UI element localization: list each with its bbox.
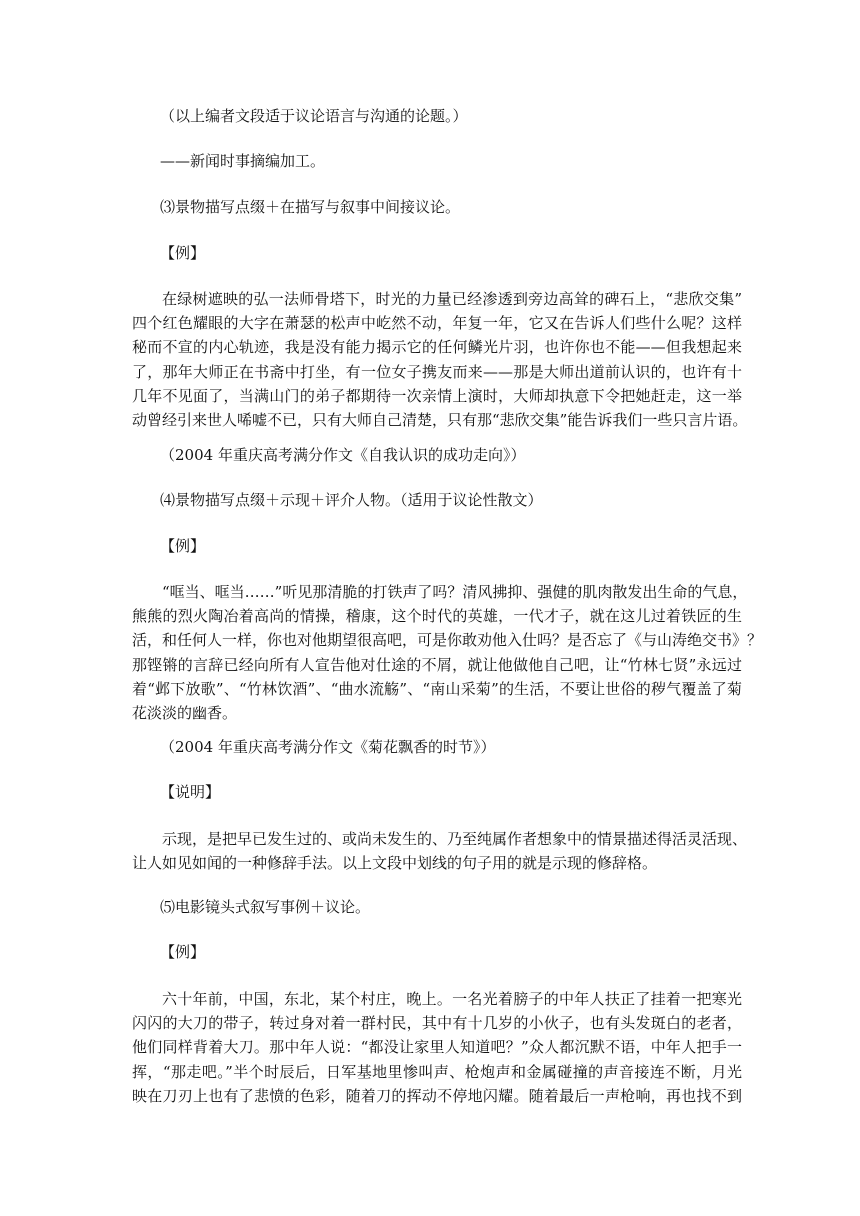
paragraph-line: 动曾经引来世人唏嘘不已，只有大师自己清楚，只有那“悲欣交集”能告诉我们一些只言片语。	[132, 411, 748, 430]
paragraph-line: 让人如见如闻的一种修辞手法。以上文段中划线的句子用的就是示现的修辞格。	[132, 854, 658, 873]
example-paragraph-1	[132, 287, 748, 432]
topic-note: （以上编者文段适于议论语言与沟通的论题。）	[160, 107, 468, 125]
paragraph-line: 在绿树遮映的弘一法师骨塔下，时光的力量已经渗透到旁边高耸的碑石上，“悲欣交集”	[162, 290, 742, 308]
paragraph-line: 他们同样背着大刀。那中年人说：“都没让家里人知道吧？”众人都沉默不语，中年人把手一	[132, 1038, 742, 1057]
paragraph-line: 熊熊的烈火陶冶着高尚的情操，稽康，这个时代的英雄，一代才子，就在这儿过着铁匠的生	[132, 607, 742, 626]
paragraph-line: 活，和任何人一样，你也对他期望很高吧，可是你敢劝他入仕吗？是否忘了《与山涛绝交书》？	[132, 631, 763, 650]
paragraph-line: 示现，是把早已发生过的、或尚未发生的、乃至纯属作者想象中的情景描述得活灵活现、	[162, 830, 748, 848]
news-source-line: ——新闻时事摘编加工。	[160, 152, 326, 170]
source-citation-2: （2004 年重庆高考满分作文《菊花飘香的时节》）	[160, 738, 496, 756]
paragraph-line: 六十年前，中国，东北，某个村庄，晚上。一名光着膀子的中年人扶正了挂着一把寒光	[162, 990, 742, 1008]
paragraph-line: 闪闪的大刀的带子，转过身对着一群村民，其中有十几岁的小伙子，也有头发斑白的老者，	[132, 1014, 742, 1033]
paragraph-line: 那铿锵的言辞已经向所有人宣告他对仕途的不屑，就让他做他自己吧，让“竹林七贤”永远过	[132, 655, 742, 674]
paragraph-line: “哐当、哐当……”听见那清脆的打铁声了吗？清风拂抑、强健的肌肉散发出生命的气息，	[162, 583, 748, 601]
example-label: 【例】	[160, 943, 206, 961]
paragraph-line: 映在刀刃上也有了悲愤的色彩，随着刀的挥动不停地闪耀。随着最后一声枪响，再也找不到	[132, 1086, 742, 1105]
paragraph-line: 秘而不宣的内心轨迹，我是没有能力揭示它的任何鳞光片羽，也许你也不能——但我想起来	[132, 338, 742, 357]
paragraph-line: 了，那年大师正在书斋中打坐，有一位女子携友而来——那是大师出道前认识的，也许有十	[132, 362, 742, 381]
example-label: 【例】	[160, 244, 206, 262]
method-heading-3: ⑶景物描写点缀＋在描写与叙事中间接议论。	[160, 198, 461, 216]
example-label: 【例】	[160, 537, 206, 555]
explanation-label: 【说明】	[160, 783, 221, 801]
explanation-paragraph	[132, 827, 748, 875]
method-heading-4: ⑷景物描写点缀＋示现＋评介人物。（适用于议论性散文）	[160, 491, 543, 509]
paragraph-line: 花淡淡的幽香。	[132, 704, 238, 723]
paragraph-line: 着“邺下放歌”、“竹林饮酒”、“曲水流觞”、“南山采菊”的生活，不要让世俗的秽气覆盖了菊	[132, 679, 742, 698]
paragraph-line: 四个红色耀眼的大字在萧瑟的松声中屹然不动，年复一年，它又在告诉人们些什么呢？这样	[132, 314, 742, 333]
method-heading-5: ⑸电影镜头式叙写事例＋议论。	[160, 898, 371, 916]
example-paragraph-3	[132, 987, 742, 1108]
source-citation-1: （2004 年重庆高考满分作文《自我认识的成功走向》）	[160, 446, 526, 464]
paragraph-line: 挥，“那走吧。”半个时辰后，日军基地里惨叫声、枪炮声和金属碰撞的声音接连不断，月光	[132, 1062, 742, 1081]
example-paragraph-2	[132, 580, 763, 725]
paragraph-line: 几年不见面了，当满山门的弟子都期待一次亲情上演时，大师却执意下令把她赶走，这一举	[132, 386, 742, 405]
